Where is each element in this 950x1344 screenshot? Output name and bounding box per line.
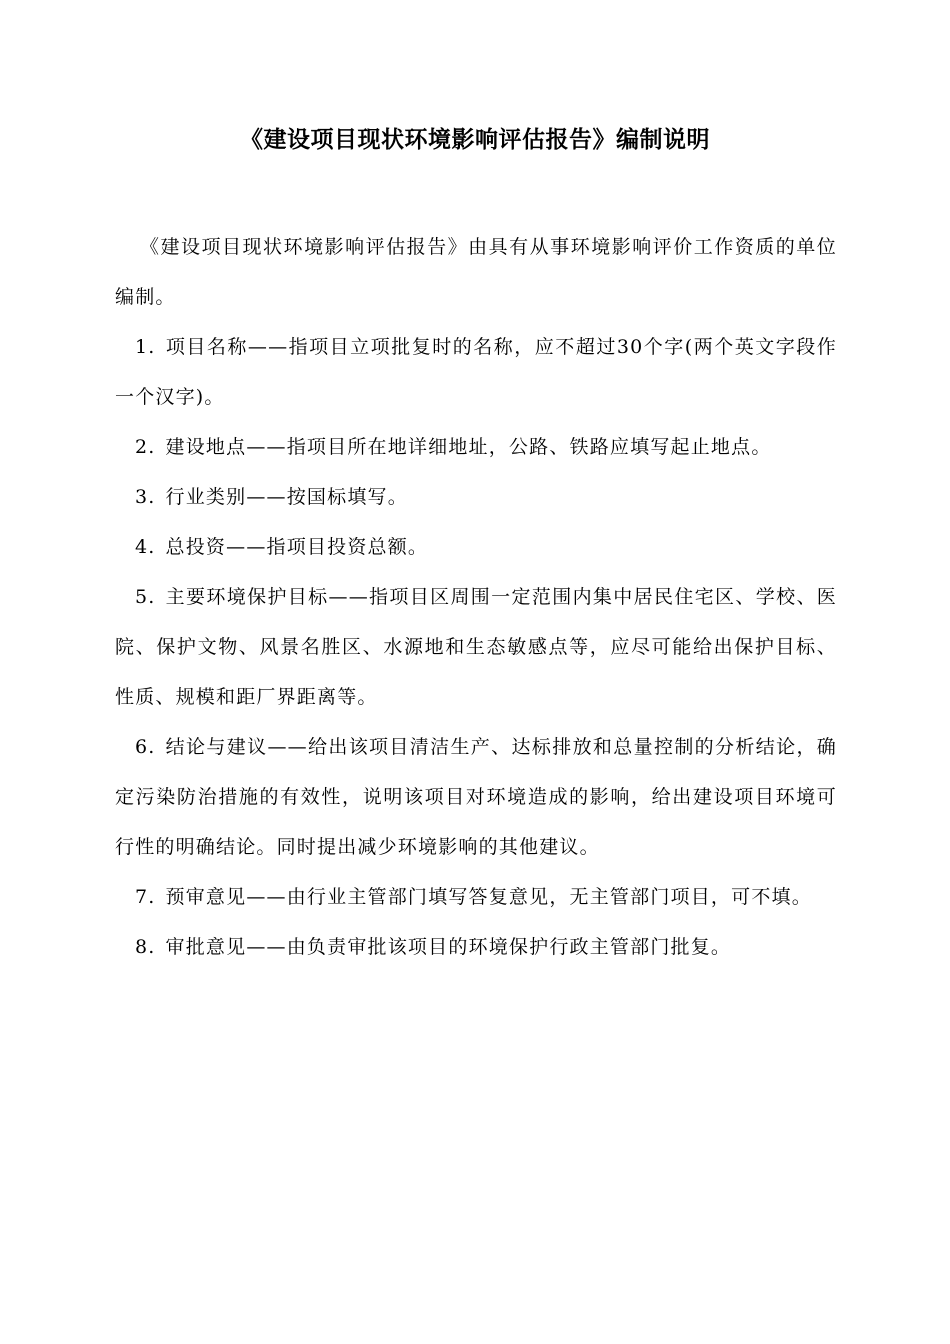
item-text: 审批意见——由负责审批该项目的环境保护行政主管部门批复。	[165, 936, 732, 958]
list-item-2	[115, 422, 837, 472]
item-number: 1.	[135, 336, 156, 358]
list-item-7	[115, 872, 837, 922]
item-number: 4.	[135, 536, 156, 558]
document-title: 《建设项目现状环境影响评估报告》编制说明	[240, 127, 710, 153]
item-text: 主要环境保护目标——指项目区周围一定范围内集中居民住宅区、学校、医院、保护文物、风景名胜区、水源地和生态敏感点等，应尽可能给出保护目标、性质、规模和距厂界距离等。	[115, 586, 837, 708]
item-number: 2.	[135, 436, 156, 458]
intro-paragraph: 《建设项目现状环境影响评估报告》由具有从事环境影响评价工作资质的单位编制。	[115, 236, 837, 308]
item-number: 5.	[135, 586, 156, 608]
list-item-1	[115, 322, 837, 422]
item-text: 项目名称——指项目立项批复时的名称，应不超过30个字(两个英文字段作一个汉字)。	[115, 336, 837, 408]
item-text: 建设地点——指项目所在地详细地址，公路、铁路应填写起止地点。	[165, 436, 772, 458]
item-number: 3.	[135, 486, 156, 508]
item-text: 结论与建议——给出该项目清洁生产、达标排放和总量控制的分析结论，确定污染防治措施的有效性，说明该项目对环境造成的影响，给出建设项目环境可行性的明确结论。同时提出减少环境影响的其他建议。	[115, 736, 837, 858]
item-text: 预审意见——由行业主管部门填写答复意见，无主管部门项目，可不填。	[165, 886, 812, 908]
item-number: 7.	[135, 886, 156, 908]
list-item-5	[115, 572, 837, 722]
document-body	[115, 222, 837, 972]
item-text: 总投资——指项目投资总额。	[165, 536, 429, 558]
list-item-8	[115, 922, 837, 972]
list-item-4	[115, 522, 837, 572]
item-text: 行业类别——按国标填写。	[165, 486, 408, 508]
list-item-3	[115, 472, 837, 522]
item-number: 8.	[135, 936, 156, 958]
item-number: 6.	[135, 736, 156, 758]
list-item-6	[115, 722, 837, 872]
